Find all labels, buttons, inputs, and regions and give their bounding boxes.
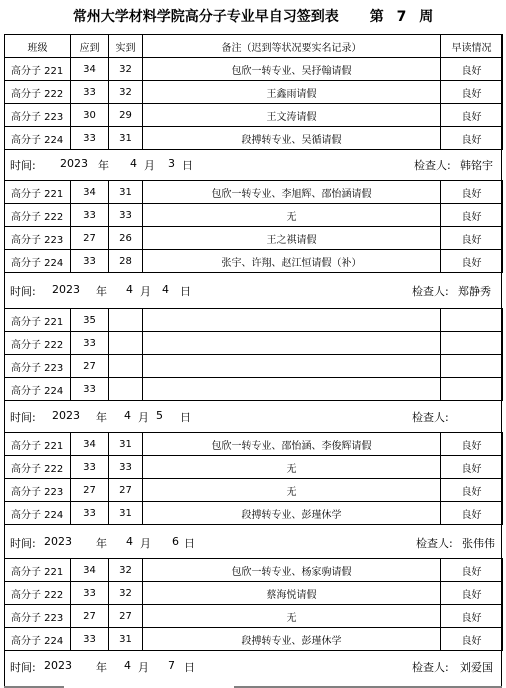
day-unit: 日 [184,661,195,674]
table-row [5,582,503,605]
due-cell: 27 [71,227,109,250]
date-year: 2023 [52,283,80,296]
due-cell: 33 [71,582,109,605]
present-cell [109,332,143,355]
present-cell [109,378,143,401]
class-cell: 高分子 223 [5,227,71,250]
note-cell: 段搏转专业、彭瑾休学 [143,628,441,651]
table-row [5,628,503,651]
note-cell: 包欣一转专业、吴抒翰请假 [143,58,441,81]
table-row [5,181,503,204]
time-label: 时间: [10,661,36,674]
date-line-day-4 [4,528,502,556]
inspector-name: 张伟伟 [462,537,495,550]
note-cell: 张宇、许翔、赵江恒请假（补） [143,250,441,273]
table-row [5,104,503,127]
class-cell: 高分子 222 [5,332,71,355]
due-cell: 33 [71,378,109,401]
status-cell: 良好 [441,433,503,456]
present-cell: 31 [109,127,143,150]
status-cell [441,332,503,355]
present-cell: 31 [109,181,143,204]
class-cell: 高分子 221 [5,181,71,204]
present-cell: 32 [109,559,143,582]
note-cell: 王之祺请假 [143,227,441,250]
status-cell: 良好 [441,559,503,582]
note-cell: 蔡海悦请假 [143,582,441,605]
note-cell: 无 [143,204,441,227]
note-cell: 王鑫雨请假 [143,81,441,104]
inspector-label: 检查人: [416,537,453,550]
due-cell: 33 [71,81,109,104]
class-cell: 高分子 221 [5,58,71,81]
class-cell: 高分子 222 [5,204,71,227]
date-year: 2023 [44,659,72,672]
status-cell: 良好 [441,582,503,605]
status-cell: 良好 [441,605,503,628]
due-cell: 33 [71,332,109,355]
year-unit: 年 [96,285,107,298]
due-cell: 33 [71,204,109,227]
class-cell: 高分子 222 [5,582,71,605]
due-cell: 35 [71,309,109,332]
date-year: 2023 [52,409,80,422]
inspector-label: 检查人: [412,411,449,424]
date-line-day-2 [4,276,502,304]
col-header-note: 备注（迟到等状况要实名记录） [143,35,441,58]
class-cell: 高分子 223 [5,605,71,628]
table-row [5,58,503,81]
due-cell: 34 [71,433,109,456]
month-unit: 月 [144,159,155,172]
year-unit: 年 [98,159,109,172]
header-row [5,35,503,58]
present-cell: 31 [109,433,143,456]
due-cell: 33 [71,456,109,479]
present-cell: 26 [109,227,143,250]
date-month: 4 [130,157,137,170]
date-year: 2023 [60,157,88,170]
inspector-label: 检查人: [412,661,449,674]
due-cell: 33 [71,250,109,273]
table-row [5,204,503,227]
present-cell [109,309,143,332]
note-cell [143,378,441,401]
year-unit: 年 [96,661,107,674]
class-cell: 高分子 221 [5,309,71,332]
note-cell: 包欣一转专业、杨家驹请假 [143,559,441,582]
status-cell: 良好 [441,181,503,204]
due-cell: 33 [71,502,109,525]
status-cell [441,309,503,332]
due-cell: 27 [71,479,109,502]
note-cell: 无 [143,456,441,479]
table-row [5,250,503,273]
class-cell: 高分子 224 [5,127,71,150]
day-unit: 日 [180,285,191,298]
status-cell: 良好 [441,479,503,502]
col-header-status: 早读情况 [441,35,503,58]
inspector-name: 韩铭宇 [460,159,493,172]
month-unit: 月 [140,537,151,550]
note-cell [143,332,441,355]
table-row [5,502,503,525]
date-day: 6 [172,535,179,548]
class-cell: 高分子 222 [5,456,71,479]
col-header-class: 班级 [5,35,71,58]
sheet-title [0,0,506,34]
due-cell: 34 [71,58,109,81]
time-label: 时间: [10,159,36,172]
year-unit: 年 [96,411,107,424]
date-month: 4 [124,659,131,672]
date-line-day-5 [4,652,502,680]
day-unit: 日 [182,159,193,172]
note-cell: 包欣一转专业、李旭辉、邵怡涵请假 [143,181,441,204]
status-cell: 良好 [441,104,503,127]
status-cell: 良好 [441,628,503,651]
table-row [5,456,503,479]
date-day: 3 [168,157,175,170]
note-cell: 王文涛请假 [143,104,441,127]
table-row [5,332,503,355]
attendance-table-day-1 [4,34,503,150]
date-day: 5 [156,409,163,422]
status-cell: 良好 [441,250,503,273]
week-prefix: 第 [369,9,384,25]
date-month: 4 [126,283,133,296]
status-cell: 良好 [441,127,503,150]
present-cell: 32 [109,81,143,104]
note-cell: 段搏转专业、彭瑾休学 [143,502,441,525]
present-cell: 32 [109,582,143,605]
inspector-label: 检查人: [414,159,451,172]
due-cell: 33 [71,628,109,651]
table-row [5,378,503,401]
present-cell: 31 [109,628,143,651]
present-cell: 32 [109,58,143,81]
table-row [5,81,503,104]
status-cell [441,355,503,378]
date-day: 7 [168,659,175,672]
due-cell: 34 [71,559,109,582]
month-unit: 月 [138,411,149,424]
class-cell: 高分子 224 [5,250,71,273]
class-cell: 高分子 223 [5,479,71,502]
table-row [5,355,503,378]
due-cell: 30 [71,104,109,127]
note-cell: 无 [143,479,441,502]
table-row [5,227,503,250]
time-label: 时间: [10,285,36,298]
present-cell: 33 [109,456,143,479]
day-unit: 日 [184,537,195,550]
class-cell: 高分子 221 [5,433,71,456]
col-header-present: 实到 [109,35,143,58]
attendance-table-day-5 [4,558,503,651]
note-cell [143,309,441,332]
due-cell: 27 [71,355,109,378]
inspector-name: 刘爱国 [460,661,493,674]
table-row [5,559,503,582]
present-cell: 27 [109,605,143,628]
status-cell [441,378,503,401]
inspector-name: 郑静秀 [458,285,491,298]
present-cell [109,355,143,378]
status-cell: 良好 [441,81,503,104]
present-cell: 27 [109,479,143,502]
title-main: 常州大学材料学院高分子专业早自习签到表 [72,9,339,25]
date-month: 4 [126,535,133,548]
date-year: 2023 [44,535,72,548]
due-cell: 27 [71,605,109,628]
week-number: 7 [396,9,407,25]
status-cell: 良好 [441,58,503,81]
week-suffix: 周 [419,9,434,25]
note-cell [143,355,441,378]
class-cell: 高分子 221 [5,559,71,582]
present-cell: 29 [109,104,143,127]
date-line-day-1 [4,150,502,178]
present-cell: 28 [109,250,143,273]
time-label: 时间: [10,411,36,424]
class-cell: 高分子 222 [5,81,71,104]
inspector-label: 检查人: [412,285,449,298]
note-cell: 包欣一转专业、邵怡涵、李俊辉请假 [143,433,441,456]
table-row [5,605,503,628]
month-unit: 月 [140,285,151,298]
status-cell: 良好 [441,204,503,227]
present-cell: 31 [109,502,143,525]
year-unit: 年 [96,537,107,550]
note-cell: 段搏转专业、吴循请假 [143,127,441,150]
table-row [5,479,503,502]
due-cell: 34 [71,181,109,204]
attendance-table-day-2 [4,180,503,273]
col-header-due: 应到 [71,35,109,58]
table-row [5,309,503,332]
class-cell: 高分子 224 [5,628,71,651]
status-cell: 良好 [441,456,503,479]
time-label: 时间: [10,537,36,550]
table-row [5,433,503,456]
table-row [5,127,503,150]
status-cell: 良好 [441,227,503,250]
month-unit: 月 [138,661,149,674]
day-unit: 日 [180,411,191,424]
attendance-table-day-3 [4,308,503,401]
class-cell: 高分子 223 [5,104,71,127]
attendance-table-day-4 [4,432,503,525]
date-day: 4 [162,283,169,296]
status-cell: 良好 [441,502,503,525]
class-cell: 高分子 224 [5,502,71,525]
note-cell: 无 [143,605,441,628]
date-month: 4 [124,409,131,422]
present-cell: 33 [109,204,143,227]
class-cell: 高分子 223 [5,355,71,378]
class-cell: 高分子 224 [5,378,71,401]
date-line-day-3 [4,402,502,430]
due-cell: 33 [71,127,109,150]
